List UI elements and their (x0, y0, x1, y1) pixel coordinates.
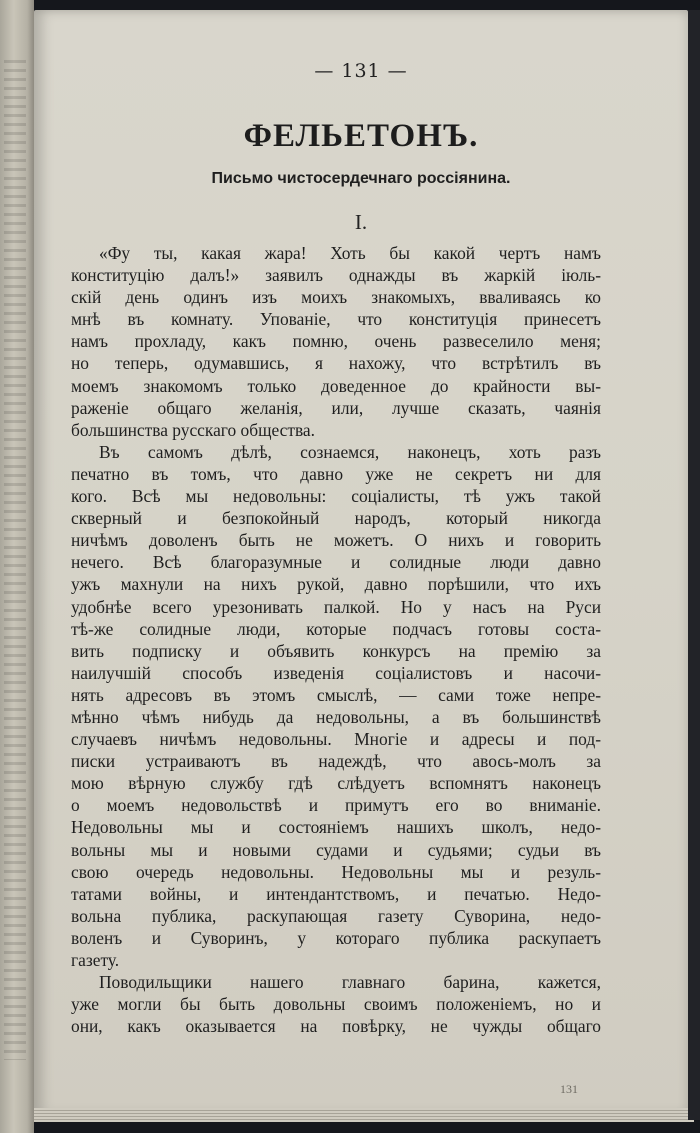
text-line: воленъ и Суворинъ, у котораго публика раскупаетъ (71, 927, 601, 948)
text-line: намъ прохладу, какъ помню, очень развеселило меня; (71, 331, 601, 352)
text-line: они, какъ оказывается на повѣрку, не чужды общаго (71, 1016, 601, 1037)
text-line: «Фу ты, какая жара! Хоть бы какой чертъ намъ (99, 243, 601, 263)
text-line: тѣ-же солидные люди, которые подчасъ готовы соста- (71, 618, 601, 639)
text-line: писки устраиваютъ въ надеждѣ, что авось-молъ за (71, 751, 601, 772)
text-line: Недовольны мы и состояніемъ нашихъ школъ, недо- (71, 817, 601, 838)
text-line: свою очередь недовольны. Недовольны мы и резуль- (71, 861, 601, 882)
text-line: нять адресовъ въ этомъ смыслѣ, — сами тоже непре- (71, 684, 601, 705)
text-line: Въ самомъ дѣлѣ, сознаемся, наконецъ, хоть разъ (99, 441, 601, 462)
text-line: мѣнно чѣмъ нибудь да недовольны, а въ большинствѣ (71, 706, 601, 727)
text-line: большинства русскаго общества. (71, 419, 315, 440)
text-line: уже могли бы быть довольны своимъ положеніемъ, но и (71, 994, 601, 1015)
text-line: газету. (71, 950, 120, 970)
text-line: печатно въ томъ, что давно уже не секретъ ни для (71, 463, 601, 484)
text-line: моемъ знакомомъ только доведенное до крайности вы- (71, 375, 601, 396)
page-number: — 131 — (314, 60, 408, 82)
book-page (34, 10, 688, 1115)
footer-signature-mark: 131 (560, 1082, 578, 1096)
text-line: удобнѣе всего урезонивать палкой. Но у насъ на Руси (71, 596, 601, 617)
text-line: скій день одинъ изъ моихъ знакомыхъ, вваливаясь ко (71, 287, 601, 308)
text-line: конституцію далъ!» заявилъ однажды въ жаркій іюль- (71, 265, 601, 286)
text-line: раженіе общаго желанія, или, лучше сказать, чаянія (71, 397, 601, 418)
text-line: вольны мы и новыми судами и судьями; судьи въ (71, 839, 601, 860)
left-page-text-fragment (4, 60, 26, 1060)
text-line: вить подписку и объявить конкурсъ на премію за (71, 640, 601, 661)
text-line: но теперь, одумавшись, я нахожу, что встрѣтилъ въ (71, 353, 601, 374)
text-line: мою вѣрную службу гдѣ слѣдуетъ вспомнятъ наконецъ (71, 773, 601, 794)
text-line: скверный и безпокойный народъ, который никогда (71, 508, 601, 529)
page-title: ФЕЛЬЕТОНЪ. (243, 118, 479, 154)
text-line: о моемъ недовольствѣ и примутъ его во вниманіе. (71, 795, 601, 816)
text-line: кого. Всѣ мы недовольны: соціалисты, тѣ ужъ такой (71, 486, 601, 507)
page-subtitle: Письмо чистосердечнаго россіянина. (211, 170, 511, 187)
text-line: вольна публика, раскупающая газету Суворина, недо- (71, 905, 601, 926)
text-line: случаевъ ничѣмъ недовольны. Многіе и адресы и под- (71, 729, 601, 750)
text-line: ничѣмъ доволенъ быть не можетъ. О нихъ и говорить (71, 530, 601, 551)
body-text (71, 242, 601, 1037)
text-line: ужъ махнули на нихъ рукой, давно порѣшили, что ихъ (71, 574, 601, 595)
text-line: нечего. Всѣ благоразумные и солидные люди давно (71, 552, 601, 573)
text-line: татами войны, и интендантствомъ, и печатью. Недо- (71, 883, 601, 904)
text-line: мнѣ въ комнату. Упованіе, что конституція принесетъ (71, 309, 601, 330)
page-stack-edge (34, 1108, 694, 1122)
background-edge (688, 10, 700, 1120)
text-line: Поводильщики нашего главнаго барина, кажется, (99, 972, 601, 993)
section-numeral: I. (354, 210, 368, 234)
text-line: наилучшій способъ изведенія соціалистовъ и насочи- (71, 662, 601, 683)
left-page-edge (0, 0, 34, 1133)
